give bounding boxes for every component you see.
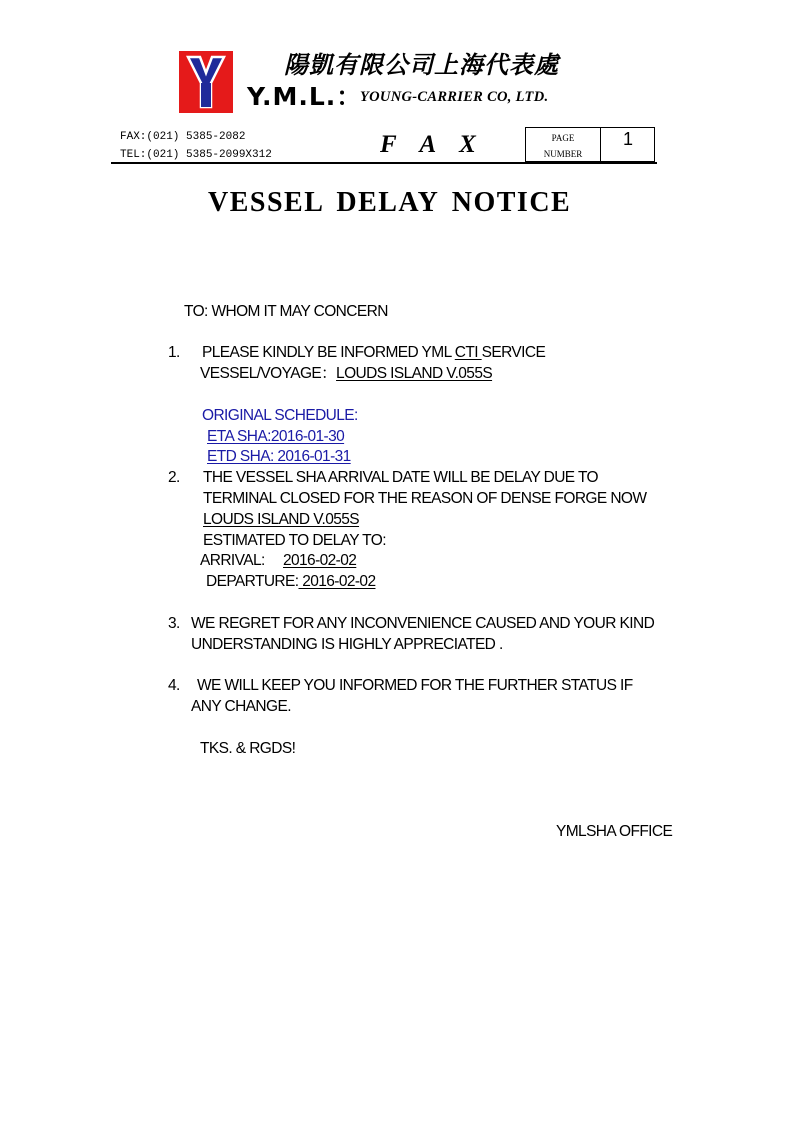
- fax-label: F A X: [380, 131, 485, 158]
- departure-date: 2016-02-02: [298, 573, 376, 590]
- item-2-line-2: TERMINAL CLOSED FOR THE REASON OF DENSE FORGE NOW: [203, 490, 647, 507]
- tel-number: TEL:(021) 5385-2099X312: [120, 149, 272, 161]
- company-abbreviation: Y.M.L.：: [247, 82, 363, 111]
- item-2-line-1: THE VESSEL SHA ARRIVAL DATE WILL BE DELAY DUE TO: [203, 469, 599, 486]
- notice-title: VESSEL DELAY NOTICE: [208, 187, 572, 218]
- closing-line: TKS. & RGDS!: [200, 740, 296, 757]
- item-3-number: 3.: [168, 615, 180, 632]
- item-3-line-2: UNDERSTANDING IS HIGHLY APPRECIATED .: [191, 636, 503, 653]
- page-number: 1: [622, 129, 633, 149]
- arrival-date: 2016-02-02: [283, 552, 357, 569]
- original-eta: ETA SHA:2016-01-30: [207, 428, 345, 445]
- item-3-line-1: WE REGRET FOR ANY INCONVENIENCE CAUSED AND YOUR KIND: [191, 615, 655, 632]
- item-1-number: 1.: [168, 344, 180, 361]
- item-4-line-1: WE WILL KEEP YOU INFORMED FOR THE FURTHER STATUS IF: [197, 677, 633, 694]
- item-2-number: 2.: [168, 469, 180, 486]
- item-1-prefix: PLEASE KINDLY BE INFORMED YML: [202, 344, 455, 361]
- item-4-line-2: ANY CHANGE.: [191, 698, 291, 715]
- vessel-voyage: LOUDS ISLAND V.055S: [336, 365, 493, 382]
- service-code: CTI: [454, 344, 482, 361]
- recipient-line: TO: WHOM IT MAY CONCERN: [184, 303, 388, 320]
- signature: YMLSHA OFFICE: [556, 823, 673, 840]
- item-1-suffix: SERVICE: [481, 344, 546, 361]
- item-1-line-2: [200, 364, 492, 383]
- estimated-delay-label: ESTIMATED TO DELAY TO:: [203, 532, 386, 549]
- item-4-number: 4.: [168, 677, 180, 694]
- page-box-divider: [600, 128, 601, 161]
- header-rule: [111, 162, 657, 164]
- number-label: NUMBER: [543, 149, 583, 159]
- vessel-label: VESSEL/VOYAGE：: [200, 365, 337, 382]
- departure-label: DEPARTURE:: [206, 573, 299, 590]
- item-2-vessel: LOUDS ISLAND V.055S: [203, 511, 360, 528]
- page-number-box: [525, 127, 655, 162]
- page-label: PAGE: [551, 133, 575, 143]
- departure-line: [206, 572, 375, 591]
- fax-number: FAX:(021) 5385-2082: [120, 131, 246, 143]
- original-schedule-label: ORIGINAL SCHEDULE:: [202, 407, 358, 424]
- original-etd: ETD SHA: 2016-01-31: [207, 448, 351, 465]
- company-chinese-name: 陽凱有限公司上海代表處: [284, 50, 559, 79]
- company-english-name: YOUNG-CARRIER CO, LTD.: [360, 89, 549, 105]
- item-1-line-1: [202, 343, 545, 362]
- company-logo: [179, 51, 233, 113]
- arrival-label: ARRIVAL:: [200, 552, 265, 569]
